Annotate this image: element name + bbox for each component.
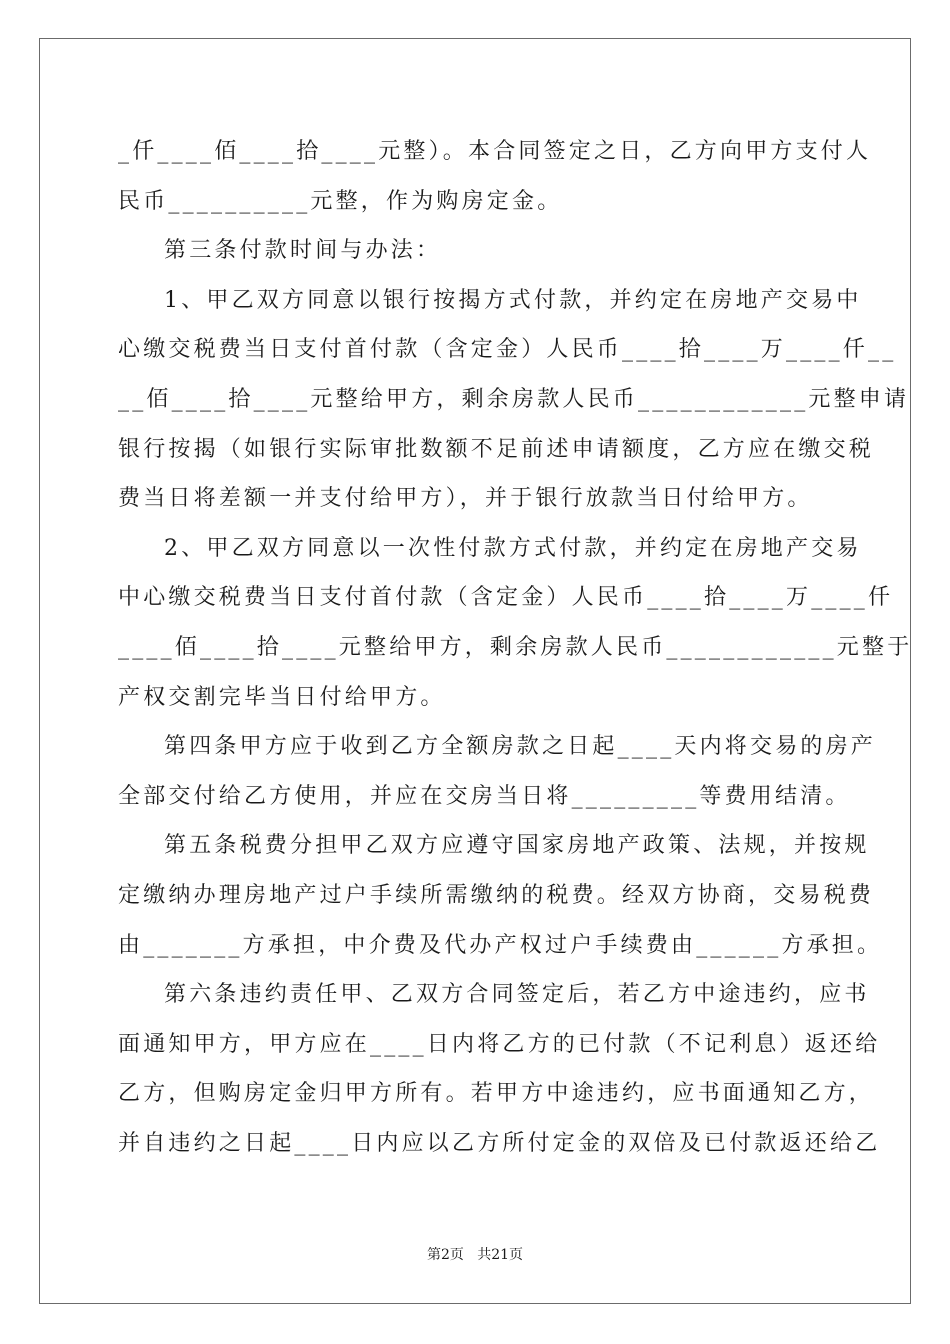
text-line: _仟____佰____拾____元整）。本合同签定之日，乙方向甲方支付人 [118, 139, 872, 164]
text-line: 定缴纳办理房地产过户手续所需缴纳的税费。经双方协商，交易税费 [118, 882, 875, 908]
text-line: 第三条付款时间与办法： [164, 238, 442, 264]
text-line: 第四条甲方应于收到乙方全额房款之日起____天内将交易的房产 [164, 734, 877, 760]
text-line: 乙方，但购房定金归甲方所有。若甲方中途违约，应书面通知乙方， [118, 1081, 875, 1107]
text-line: 第六条违约责任甲、乙双方合同签定后，若乙方中途违约，应书 [164, 982, 870, 1008]
text-line: __佰____拾____元整给甲方，剩余房款人民币____________元整申请 [118, 386, 910, 412]
text-line: 由_______方承担，中介费及代办产权过户手续费由______方承担。 [118, 932, 883, 958]
text-line: 并自违约之日起____日内应以乙方所付定金的双倍及已付款返还给乙 [118, 1130, 881, 1156]
text-line: 产权交割完毕当日付给甲方。 [118, 684, 446, 710]
text-line: ____佰____拾____元整给甲方，剩余房款人民币____________元整于 [118, 634, 913, 660]
contract-body [118, 127, 913, 1168]
text-line: 面通知甲方，甲方应在____日内将乙方的已付款（不记利息）返还给 [118, 1031, 881, 1057]
text-line: 1、甲乙双方同意以银行按揭方式付款，并约定在房地产交易中 [164, 287, 862, 313]
text-line: 民币__________元整，作为购房定金。 [118, 188, 563, 214]
text-line: 费当日将差额一并支付给甲方），并于银行放款当日付给甲方。 [118, 486, 813, 512]
text-line: 心缴交税费当日支付首付款（含定金）人民币____拾____万____仟__ [118, 337, 897, 363]
page-number: 第2页 共21页 [426, 1247, 524, 1263]
text-line: 2、甲乙双方同意以一次性付款方式付款，并约定在房地产交易 [164, 535, 862, 561]
text-line: 银行按揭（如银行实际审批数额不足前述申请额度，乙方应在缴交税 [118, 436, 875, 462]
text-line: 全部交付给乙方使用，并应在交房当日将_________等费用结清。 [118, 783, 851, 809]
text-line: 中心缴交税费当日支付首付款（含定金）人民币____拾____万____仟 [118, 585, 894, 611]
text-line: 第五条税费分担甲乙双方应遵守国家房地产政策、法规，并按规 [164, 833, 870, 859]
